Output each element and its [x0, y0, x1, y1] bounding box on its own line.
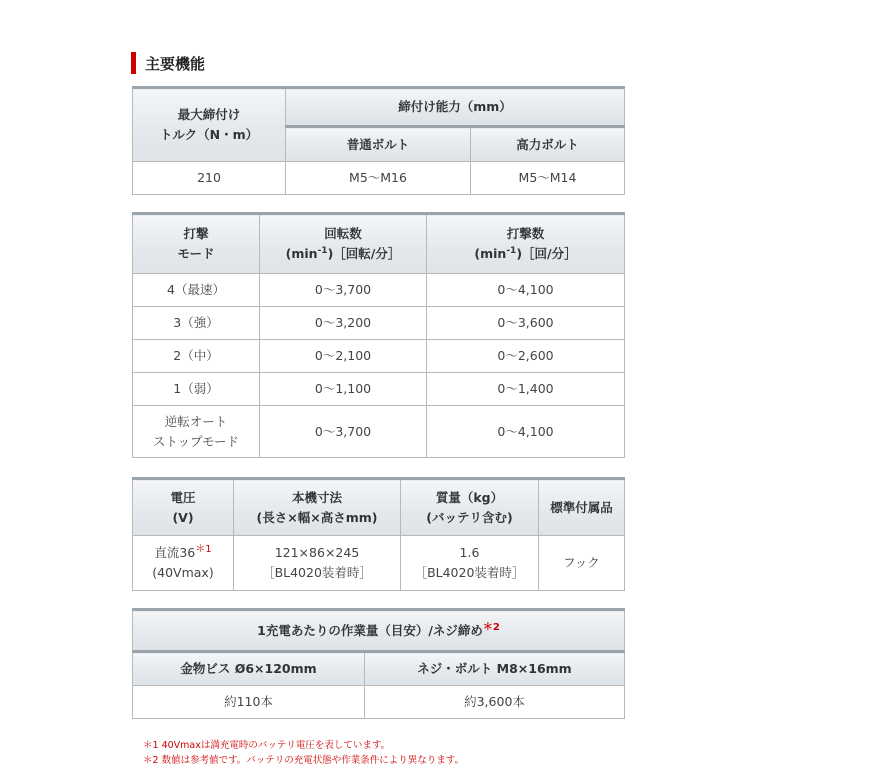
- impact-cell: 0～4,100: [427, 274, 625, 307]
- header-wood-screw: 金物ビス Ø6×120mm: [133, 652, 365, 686]
- dimensions-table: [132, 477, 625, 591]
- mode-cell: 3（強）: [133, 307, 260, 340]
- rotation-cell: 0～1,100: [260, 373, 427, 406]
- footnotes: [143, 738, 464, 768]
- heading-accent-bar: [131, 52, 136, 74]
- table-row: [133, 274, 625, 307]
- work-amount-table: [132, 608, 625, 719]
- section-title: 主要機能: [145, 54, 206, 73]
- mode-cell: 4（最速）: [133, 274, 260, 307]
- high-bolt-value: M5～M14: [471, 162, 625, 195]
- header-accessories: 標準付属品: [539, 479, 625, 536]
- header-dimensions: 本機寸法 (長さ×幅×高さmm): [234, 479, 401, 536]
- rotation-cell: 0～3,700: [260, 274, 427, 307]
- header-mode: 打撃 モード: [133, 214, 260, 274]
- accessory-value: フック: [539, 536, 625, 591]
- header-rotation: 回転数 $(\min^{-1})[$回転/分］: [260, 214, 427, 274]
- voltage-value: 直流$36^{*1}$ (40Vmax): [133, 536, 234, 591]
- header-high-bolt: 高力ボルト: [471, 127, 625, 162]
- header-voltage: 電圧 (V): [133, 479, 234, 536]
- mode-cell: 1（弱）: [133, 373, 260, 406]
- header-impacts: 打撃数 $(\min^{-1})[$回/分］: [427, 214, 625, 274]
- footnote-1: ＊1 40Vmaxは満充電時のバッテリ電圧を表しています。: [143, 740, 391, 751]
- header-work-amount: 1充電あたりの作業量（目安）/ネジ締め$^{*2}$: [133, 610, 625, 652]
- mass-value: 1.6 ［BL4020装着時］: [401, 536, 539, 591]
- mode-cell: 2（中）: [133, 340, 260, 373]
- header-normal-bolt: 普通ボルト: [286, 127, 471, 162]
- torque-capacity-table: [132, 86, 625, 195]
- rotation-cell: 0～3,200: [260, 307, 427, 340]
- normal-bolt-value: M5～M16: [286, 162, 471, 195]
- impact-cell: 0～2,600: [427, 340, 625, 373]
- header-capacity: 締付け能力（mm）: [286, 88, 625, 127]
- wood-screw-value: 約110本: [133, 686, 365, 719]
- table-row: [133, 307, 625, 340]
- table-row: [133, 340, 625, 373]
- impact-cell: 0～3,600: [427, 307, 625, 340]
- speed-table: [132, 212, 625, 458]
- section-heading: [131, 52, 205, 74]
- bolt-value: 約3,600本: [365, 686, 625, 719]
- header-torque: 最大締付け トルク（N・m）: [133, 88, 286, 162]
- impact-cell: 0～1,400: [427, 373, 625, 406]
- impact-cell: 0～4,100: [427, 406, 625, 458]
- table-row: [133, 373, 625, 406]
- dimensions-value: 121×86×245 ［BL4020装着時］: [234, 536, 401, 591]
- torque-value: 210: [133, 162, 286, 195]
- header-bolt: ネジ・ボルト M8×16mm: [365, 652, 625, 686]
- footnote-2: ＊2 数値は参考値です。バッテリの充電状態や作業条件により異なります。: [143, 755, 465, 766]
- mode-cell: 逆転オート ストップモード: [133, 406, 260, 458]
- rotation-cell: 0～3,700: [260, 406, 427, 458]
- table-row: [133, 406, 625, 458]
- rotation-cell: 0～2,100: [260, 340, 427, 373]
- header-mass: 質量（kg） (バッテリ含む): [401, 479, 539, 536]
